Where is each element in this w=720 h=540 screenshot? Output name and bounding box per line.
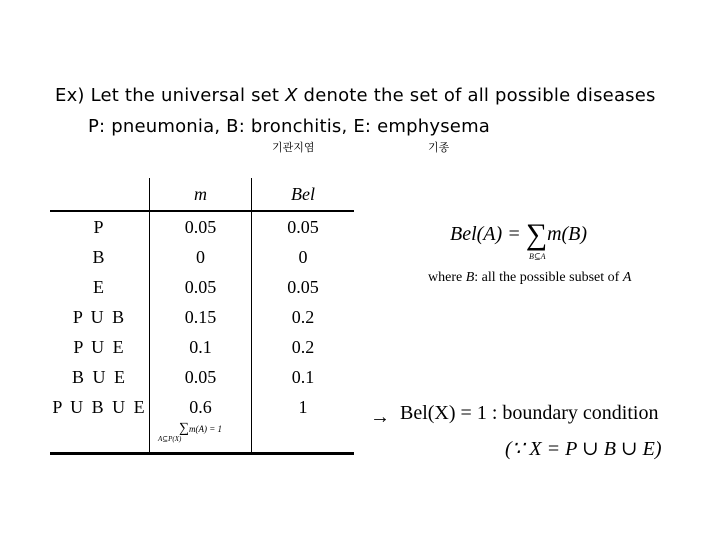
footer-empty-cell [50,422,150,454]
intro-line1 [55,85,656,106]
table-row [50,272,354,302]
belief-formula [450,218,587,252]
mass-sum-subscript: A⊆P(X) [158,435,182,443]
belief-table [50,178,354,455]
row-set: P U E [50,332,150,362]
table-footer-row [50,422,354,454]
row-set: B [50,242,150,272]
boundary-justification: (∵ X = P ∪ B ∪ E) [505,438,662,460]
row-m: 0.15 [150,302,252,332]
korean-label-emphysema: 기종 [428,141,450,154]
row-m: 0.6 [150,392,252,422]
row-bel: 0.2 [291,336,315,357]
right-arrow-icon: → [370,406,390,428]
where-var-b: B [465,270,475,285]
disease-definitions: P: pneumonia, B: bronchitis, E: emphysema [88,116,491,137]
table-header-row [50,178,354,211]
row-bel: 0.05 [287,276,319,297]
row-bel: 0.1 [291,366,315,387]
formula-rhs: m(B) [547,223,588,245]
header-bel: Bel [252,178,355,211]
where-prefix: where [428,270,466,285]
table-row [50,302,354,332]
formula-lhs: Bel(A) = [450,223,526,245]
table-row [50,332,354,362]
table-row [50,242,354,272]
formula-subscript: B⊆A [529,252,546,261]
korean-label-bronchitis: 기관지염 [272,141,315,154]
row-set: E [50,272,150,302]
table-row [50,362,354,392]
row-bel: 0 [298,246,308,267]
footer-empty-cell [252,422,355,454]
row-set: B U E [50,362,150,392]
row-set: P [50,211,150,242]
where-mid: : all the possible subset of [474,270,623,285]
row-m: 0 [150,242,252,272]
formula-sigma-icon: ∑ [525,218,548,251]
row-m: 0.05 [150,362,252,392]
row-bel: 0.05 [287,216,319,237]
header-m: m [150,178,252,211]
mass-sum-formula [150,421,251,444]
sum-sigma-icon: ∑ [178,421,189,436]
row-m: 0.1 [150,332,252,362]
header-set [50,178,150,211]
boundary-condition: Bel(X) = 1 : boundary condition [400,402,659,424]
row-m: 0.05 [150,272,252,302]
row-m: 0.05 [150,211,252,242]
intro-line1-suffix: denote the set of all possible diseases [297,85,656,106]
where-note [428,270,631,286]
table-row [50,392,354,422]
where-var-a: A [622,270,632,285]
row-set: P U B U E [50,392,150,422]
row-bel: 1 [298,396,308,417]
universal-set-var: X [285,85,298,106]
mass-sum-expr: m(A) = 1 [188,424,223,434]
mass-sum-cell [150,422,252,454]
row-set: P U B [50,302,150,332]
intro-line1-prefix: Ex) Let the universal set [55,85,286,106]
table-row [50,211,354,242]
row-bel: 0.2 [291,306,315,327]
